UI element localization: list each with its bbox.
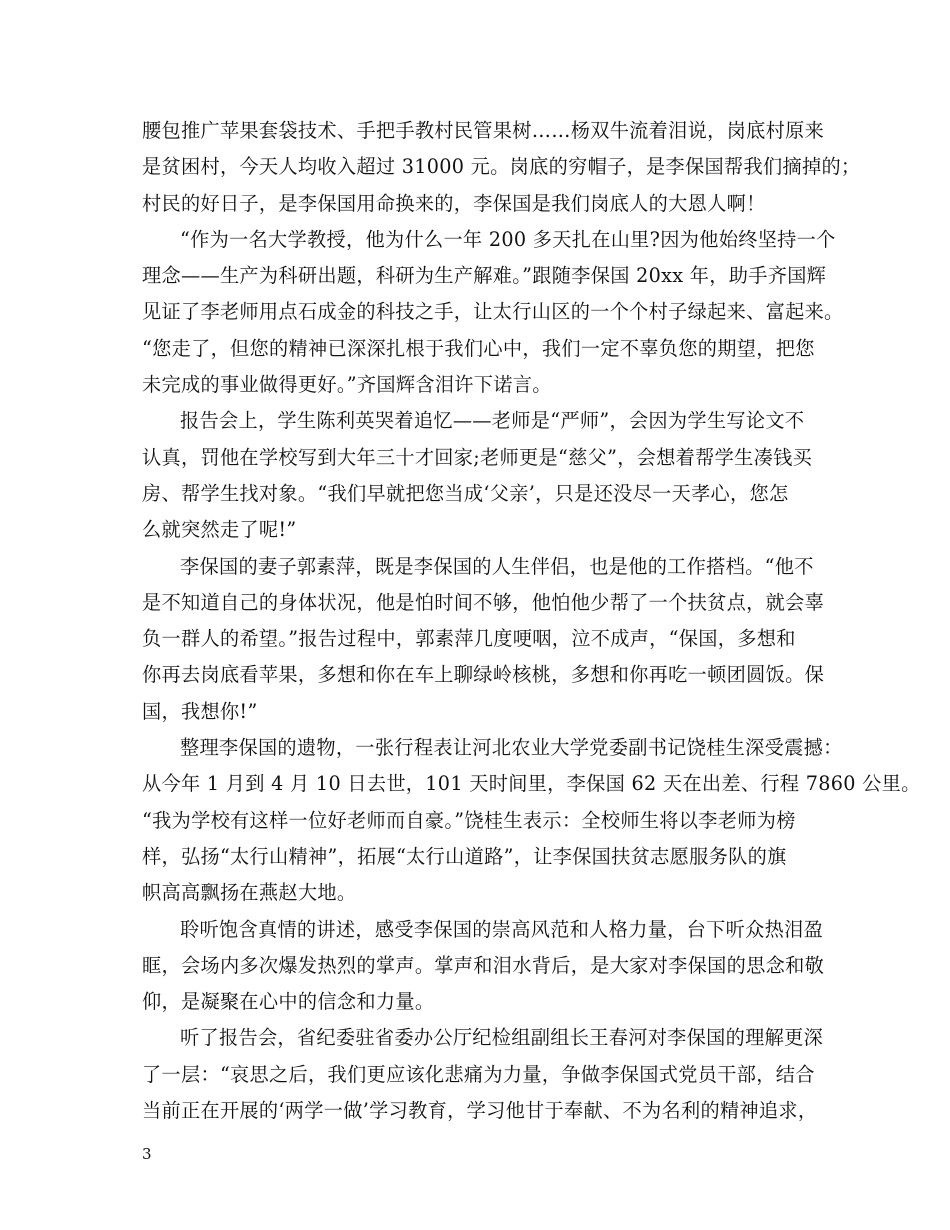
text-line: 了一层：“哀思之后，我们更应该化悲痛为力量，争做李保国式党员干部，结合 [142,1062,815,1086]
text-line: 听了报告会，省纪委驻省委办公厅纪检组副组长王春河对李保国的理解更深 [180,1026,824,1050]
text-line: “我为学校有这样一位好老师而自豪。”饶桂生表示：全校师生将以李老师为榜 [142,808,796,832]
text-line: 国，我想你!” [142,699,258,723]
paragraph [142,403,814,548]
text-line: 腰包推广苹果套袋技术、手把手教村民管果树……杨双牛流着泪说，岗底村原来 [142,119,825,142]
text-line: 房、帮学生找对象。“我们早就把您当成‘父亲’，只是还没尽一天孝心，您怎 [142,481,789,505]
text-line: “您走了，但您的精神已深深扎根于我们心中，我们一定不辜负您的期望，把您 [142,336,815,360]
text-line: 是贫困村，今天人均收入超过 31000 元。岗底的穷帽子，是李保国帮我们摘掉的； [142,155,861,179]
text-line: 眶，会场内多次爆发热烈的掌声。掌声和泪水背后，是大家对李保国的思念和敬 [142,953,825,977]
text-line: 从今年 1 月到 4 月 10 日去世，101 天时间里，李保国 62 天在出差、行程 7860 公里。 [142,772,921,796]
text-line: 认真，罚他在学校写到大年三十才回家;老师更是“慈父”，会想着帮学生凑钱买 [142,445,813,469]
paragraph [142,1020,824,1129]
text-line: 你再去岗底看苹果，多想和你在车上聊绿岭核桃，多想和你再吃一顿团圆饭。保 [142,663,825,687]
text-line: 帜高高飘扬在燕赵大地。 [142,881,357,905]
page-number: 3 [142,1145,152,1163]
text-line: 是不知道自己的身体状况，他是怕时间不够，他怕他少帮了一个扶贫点，就会辜 [142,590,825,614]
text-line: 整理李保国的遗物，一张行程表让河北农业大学党委副书记饶桂生深受震撼： [180,736,843,760]
text-line: 村民的好日子，是李保国用命换来的，李保国是我们岗底人的大恩人啊！ [142,191,766,215]
text-line: 样，弘扬“太行山精神”，拓展“太行山道路”，让李保国扶贫志愿服务队的旗 [142,844,787,868]
body-text [142,113,921,1129]
text-line: 负一群人的希望。”报告过程中，郭素萍几度哽咽，泣不成声，“保国，多想和 [142,627,796,651]
text-line: 当前正在开展的‘两学一做’学习教育，学习他甘于奉献、不为名利的精神追求， [142,1099,818,1123]
text-line: 理念——生产为科研出题，科研为生产解难。”跟随李保国 20xx 年，助手齐国辉 [142,264,827,288]
text-line: 报告会上，学生陈利英哭着追忆——老师是“严师”，会因为学生写论文不 [180,409,805,433]
paragraph [142,222,844,403]
text-line: 见证了李老师用点石成金的科技之手，让太行山区的一个个村子绿起来、富起来。 [142,300,844,324]
paragraph [142,912,825,1021]
text-line: 么就突然走了呢!” [142,518,297,542]
paragraph [142,549,825,730]
text-line: 仰，是凝聚在心中的信念和力量。 [142,990,435,1014]
paragraph [142,113,861,222]
text-line: 未完成的事业做得更好。”齐国辉含泪许下诺言。 [142,373,552,397]
text-line: 聆听饱含真情的讲述，感受李保国的崇高风范和人格力量，台下听众热泪盈 [180,917,824,941]
paragraph [142,730,921,911]
text-line: 李保国的妻子郭素萍，既是李保国的人生伴侣，也是他的工作搭档。“他不 [180,554,814,578]
text-line: “作为一名大学教授，他为什么一年 200 多天扎在山里?因为他始终坚持一个 [180,227,836,251]
